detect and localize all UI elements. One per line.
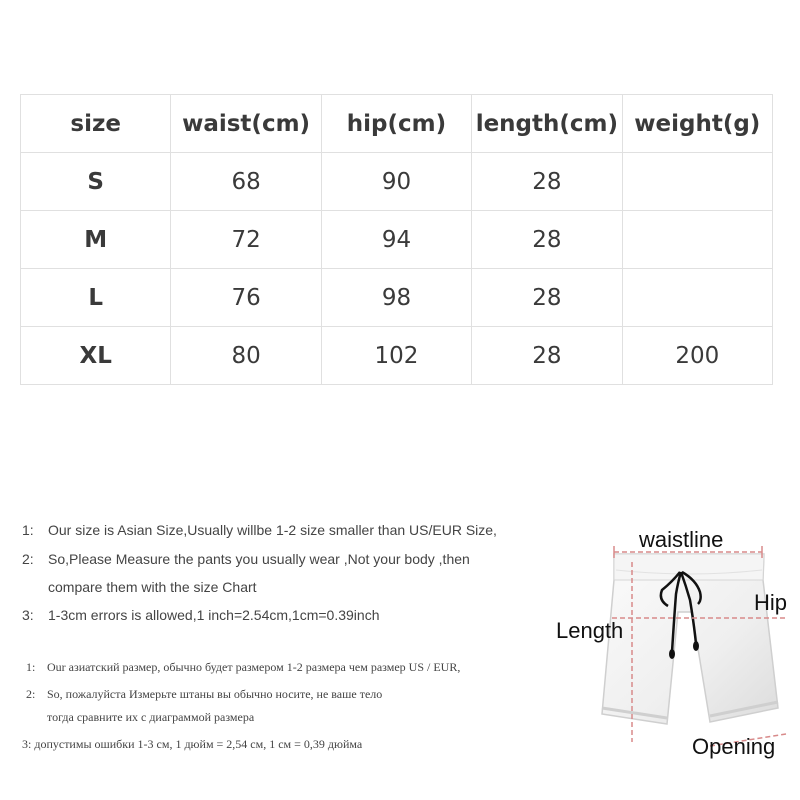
header-weight: weight(g) bbox=[622, 95, 772, 153]
size-cell: XL bbox=[21, 327, 171, 385]
note-en-2 bbox=[22, 551, 470, 567]
note-en-1 bbox=[22, 522, 497, 538]
note-number: 3: bbox=[22, 607, 34, 623]
note-text: Our азиатский размер, обычно будет размером 1-2 размера чем размер US / EUR, bbox=[47, 660, 461, 674]
waistline-label: waistline bbox=[639, 527, 724, 552]
header-size: size bbox=[21, 95, 171, 153]
note-number: 2: bbox=[26, 687, 36, 701]
note-text: 1-3cm errors is allowed,1 inch=2.54cm,1cm=0.39inch bbox=[48, 607, 380, 623]
length-cell: 28 bbox=[472, 327, 622, 385]
note-number: 2: bbox=[22, 551, 34, 567]
opening-label: Opening bbox=[692, 734, 776, 759]
size-cell: L bbox=[21, 269, 171, 327]
weight-cell bbox=[622, 153, 772, 211]
note-en-2-continued: compare them with the size Chart bbox=[48, 579, 257, 595]
length-cell: 28 bbox=[472, 211, 622, 269]
hip-cell: 90 bbox=[321, 153, 471, 211]
table-row bbox=[21, 153, 773, 211]
table-header-row bbox=[21, 95, 773, 153]
hip-cell: 98 bbox=[321, 269, 471, 327]
weight-cell bbox=[622, 269, 772, 327]
waist-cell: 72 bbox=[171, 211, 321, 269]
header-waist: waist(cm) bbox=[171, 95, 321, 153]
shorts-measurement-diagram bbox=[550, 520, 800, 780]
waist-cell: 76 bbox=[171, 269, 321, 327]
waist-cell: 68 bbox=[171, 153, 321, 211]
size-cell: S bbox=[21, 153, 171, 211]
note-text: So,Please Measure the pants you usually wear ,Not your body ,then bbox=[48, 551, 470, 567]
note-ru-2 bbox=[26, 687, 382, 702]
weight-cell bbox=[622, 211, 772, 269]
size-chart-table bbox=[20, 94, 773, 385]
note-number: 1: bbox=[22, 522, 34, 538]
table-row bbox=[21, 211, 773, 269]
note-number: 1: bbox=[26, 660, 36, 674]
note-text: So, пожалуйста Измерьте штаны вы обычно носите, не ваше тело bbox=[47, 687, 383, 701]
note-text: Our size is Asian Size,Usually willbe 1-2 size smaller than US/EUR Size, bbox=[48, 522, 497, 538]
header-length: length(cm) bbox=[472, 95, 622, 153]
header-hip: hip(cm) bbox=[321, 95, 471, 153]
hip-cell: 94 bbox=[321, 211, 471, 269]
hip-label: Hip bbox=[754, 590, 788, 615]
length-cell: 28 bbox=[472, 153, 622, 211]
waist-cell: 80 bbox=[171, 327, 321, 385]
size-cell: M bbox=[21, 211, 171, 269]
note-ru-2-continued: тогда сравните их с диаграммой размера bbox=[47, 710, 255, 724]
weight-cell: 200 bbox=[622, 327, 772, 385]
note-ru-1 bbox=[26, 660, 460, 675]
length-label: Length bbox=[556, 618, 624, 643]
table-row bbox=[21, 269, 773, 327]
note-en-3 bbox=[22, 607, 380, 623]
hip-cell: 102 bbox=[321, 327, 471, 385]
length-cell: 28 bbox=[472, 269, 622, 327]
note-ru-3: 3: допустимы ошибки 1-3 см, 1 дюйм = 2,54 см, 1 см = 0,39 дюйма bbox=[22, 737, 363, 751]
table-row bbox=[21, 327, 773, 385]
